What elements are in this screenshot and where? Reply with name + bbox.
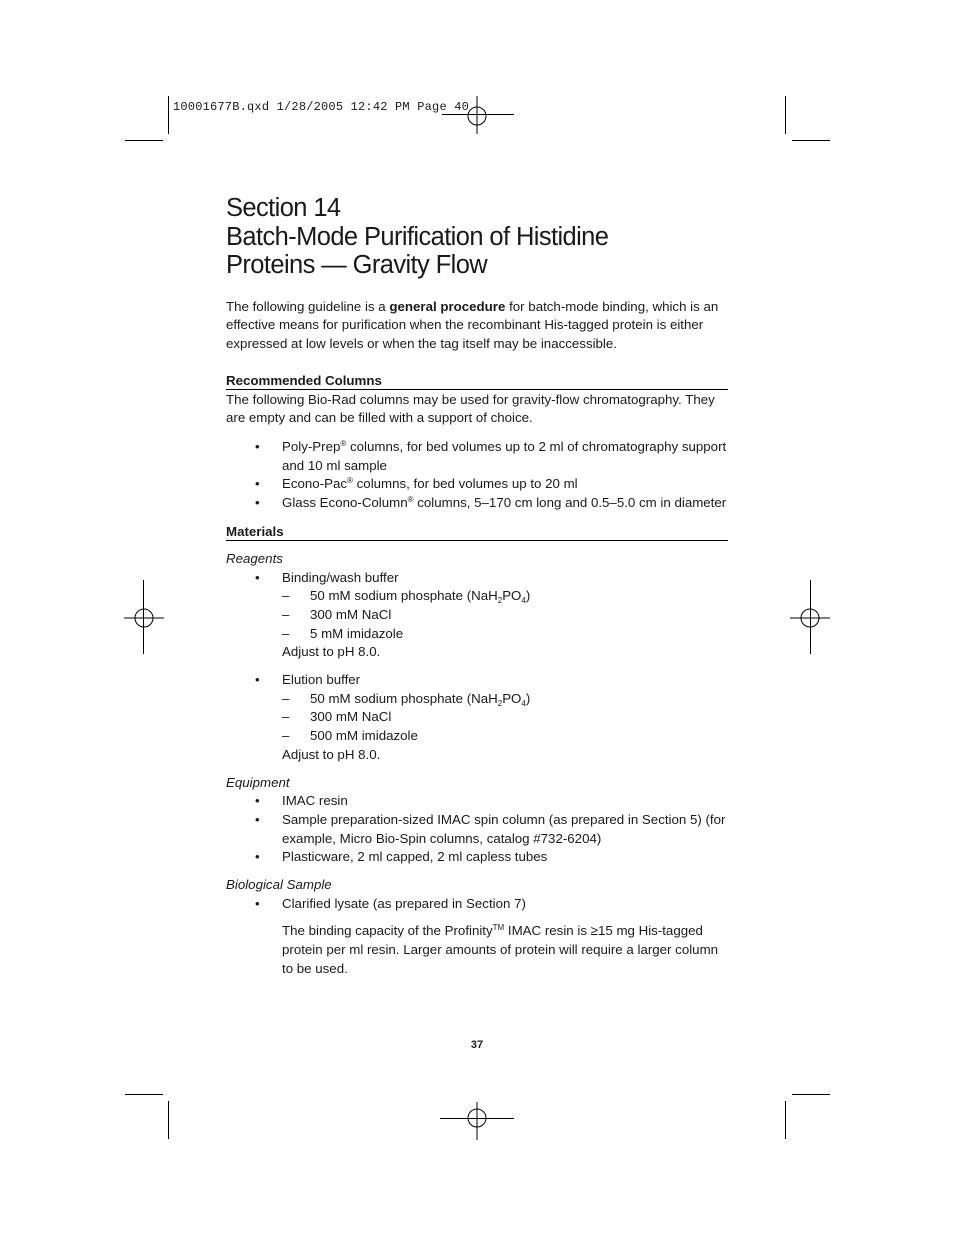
- list-item: [282, 727, 728, 746]
- crop-mark: [143, 580, 144, 654]
- bullet-icon: •: [255, 476, 260, 492]
- intro-paragraph: [226, 298, 728, 354]
- registration-mark-icon: [453, 96, 501, 144]
- list-item: [226, 475, 728, 494]
- component-list: [282, 690, 728, 746]
- item-text: 300 mM NaCl: [310, 606, 392, 622]
- equipment-list: [226, 792, 728, 867]
- crop-mark: [792, 1094, 830, 1095]
- list-item: [226, 438, 728, 475]
- crop-mark: [792, 140, 830, 141]
- crop-mark: [810, 580, 811, 654]
- item-text: Binding/wash buffer: [282, 569, 399, 585]
- item-text: PO: [502, 690, 522, 706]
- subscript: 4: [521, 596, 526, 606]
- list-item: [282, 625, 728, 644]
- bullet-icon: •: [255, 895, 260, 911]
- crop-mark: [125, 1094, 163, 1095]
- list-item: [282, 690, 728, 709]
- component-list: [282, 587, 728, 643]
- subsection-label: Equipment: [226, 774, 290, 790]
- bullet-icon: •: [255, 849, 260, 865]
- trademark-mark: TM: [492, 923, 505, 933]
- registration-mark-icon: [120, 594, 168, 642]
- list-item: [226, 792, 728, 811]
- item-text: ): [525, 588, 531, 604]
- dash-icon: –: [282, 588, 290, 604]
- bullet-icon: •: [255, 811, 260, 827]
- list-item: [282, 587, 728, 606]
- dash-icon: –: [282, 690, 290, 706]
- page-number: 37: [470, 1039, 484, 1051]
- bullet-icon: •: [255, 569, 260, 585]
- list-item: [282, 606, 728, 625]
- capacity-note: [226, 922, 728, 978]
- dash-icon: –: [282, 728, 290, 744]
- dash-icon: –: [282, 606, 290, 622]
- item-text: ): [525, 690, 531, 706]
- intro-text: for batch-mode binding, which is an effective means for purification when the recombinant His-tagged protein is either expressed at low levels or when the tag itself may be inaccessible.: [226, 298, 719, 351]
- crop-mark: [440, 1118, 514, 1119]
- intro-text: The following guideline is a: [226, 298, 390, 314]
- item-text: 5 mM imidazole: [310, 625, 404, 641]
- crop-mark: [785, 1101, 786, 1139]
- subscript: 2: [497, 698, 503, 708]
- list-item: [226, 569, 728, 663]
- dash-icon: –: [282, 625, 290, 641]
- item-text: Sample preparation-sized IMAC spin column (as prepared in Section 5) (for example, Micro Bio-Spin columns, catalog #732-6204): [282, 811, 726, 846]
- item-text: 50 mM sodium phosphate (NaH: [310, 588, 498, 604]
- file-slug: 10001677B.qxd 1/28/2005 12:42 PM Page 40: [173, 100, 470, 114]
- list-item: [226, 895, 728, 914]
- item-text: columns, for bed volumes up to 20 ml: [352, 476, 578, 492]
- registered-mark: ®: [340, 439, 347, 449]
- section-heading: Recommended Columns: [226, 372, 728, 390]
- subsection-label: Reagents: [226, 550, 283, 566]
- crop-mark: [168, 96, 169, 134]
- item-name: Glass Econo-Column: [282, 495, 408, 511]
- item-text: columns, 5–170 cm long and 0.5–5.0 cm in diameter: [413, 495, 727, 511]
- subscript: 2: [497, 596, 503, 606]
- item-text: columns, for bed volumes up to 2 ml of chromatography support and 10 ml sample: [282, 439, 727, 473]
- registered-mark: ®: [347, 476, 353, 486]
- reagents-list: [226, 569, 728, 765]
- item-text: 300 mM NaCl: [310, 709, 392, 725]
- adjust-note: Adjust to pH 8.0.: [282, 644, 381, 660]
- dash-icon: –: [282, 709, 290, 725]
- columns-list: [226, 438, 728, 513]
- item-text: PO: [502, 588, 522, 604]
- note-text: The binding capacity of the Profinity: [282, 923, 493, 939]
- bio-sample-list: [226, 895, 728, 914]
- subscript: 4: [521, 698, 526, 708]
- crop-mark: [125, 140, 163, 141]
- item-text: 50 mM sodium phosphate (NaH: [310, 690, 498, 706]
- item-text: Plasticware, 2 ml capped, 2 ml capless tubes: [282, 849, 548, 865]
- bullet-icon: •: [255, 793, 260, 809]
- section-heading: Materials: [226, 523, 728, 541]
- list-item: [226, 811, 728, 848]
- note-text: IMAC resin is ≥15 mg His-tagged protein per ml resin. Larger amounts of protein will require a larger column to be used.: [282, 923, 719, 976]
- page-content: [226, 194, 728, 979]
- intro-bold-text: general procedure: [389, 298, 506, 314]
- bullet-icon: •: [255, 495, 260, 511]
- list-item: [226, 671, 728, 765]
- title-line: Proteins — Gravity Flow: [226, 251, 488, 279]
- registered-mark: ®: [407, 495, 414, 505]
- crop-mark: [785, 96, 786, 134]
- bullet-icon: •: [255, 439, 260, 455]
- item-text: 500 mM imidazole: [310, 728, 418, 744]
- title-line: Batch-Mode Purification of Histidine: [226, 222, 609, 251]
- list-item: [226, 494, 728, 513]
- crop-mark: [168, 1101, 169, 1139]
- subsection-label: Biological Sample: [226, 877, 332, 893]
- columns-paragraph: The following Bio-Rad columns may be used for gravity-flow chromatography. They are empty and can be filled with a support of choice.: [226, 391, 715, 426]
- title-line: Section 14: [226, 194, 341, 222]
- list-item: [226, 848, 728, 867]
- item-name: Econo-Pac: [282, 476, 348, 492]
- item-text: Elution buffer: [282, 672, 361, 688]
- bullet-icon: •: [255, 672, 260, 688]
- list-item: [282, 708, 728, 727]
- adjust-note: Adjust to pH 8.0.: [282, 746, 381, 762]
- item-text: Clarified lysate (as prepared in Section 7): [282, 895, 526, 911]
- item-name: Poly-Prep: [282, 439, 341, 455]
- item-text: IMAC resin: [282, 793, 348, 809]
- page-title: [226, 194, 728, 280]
